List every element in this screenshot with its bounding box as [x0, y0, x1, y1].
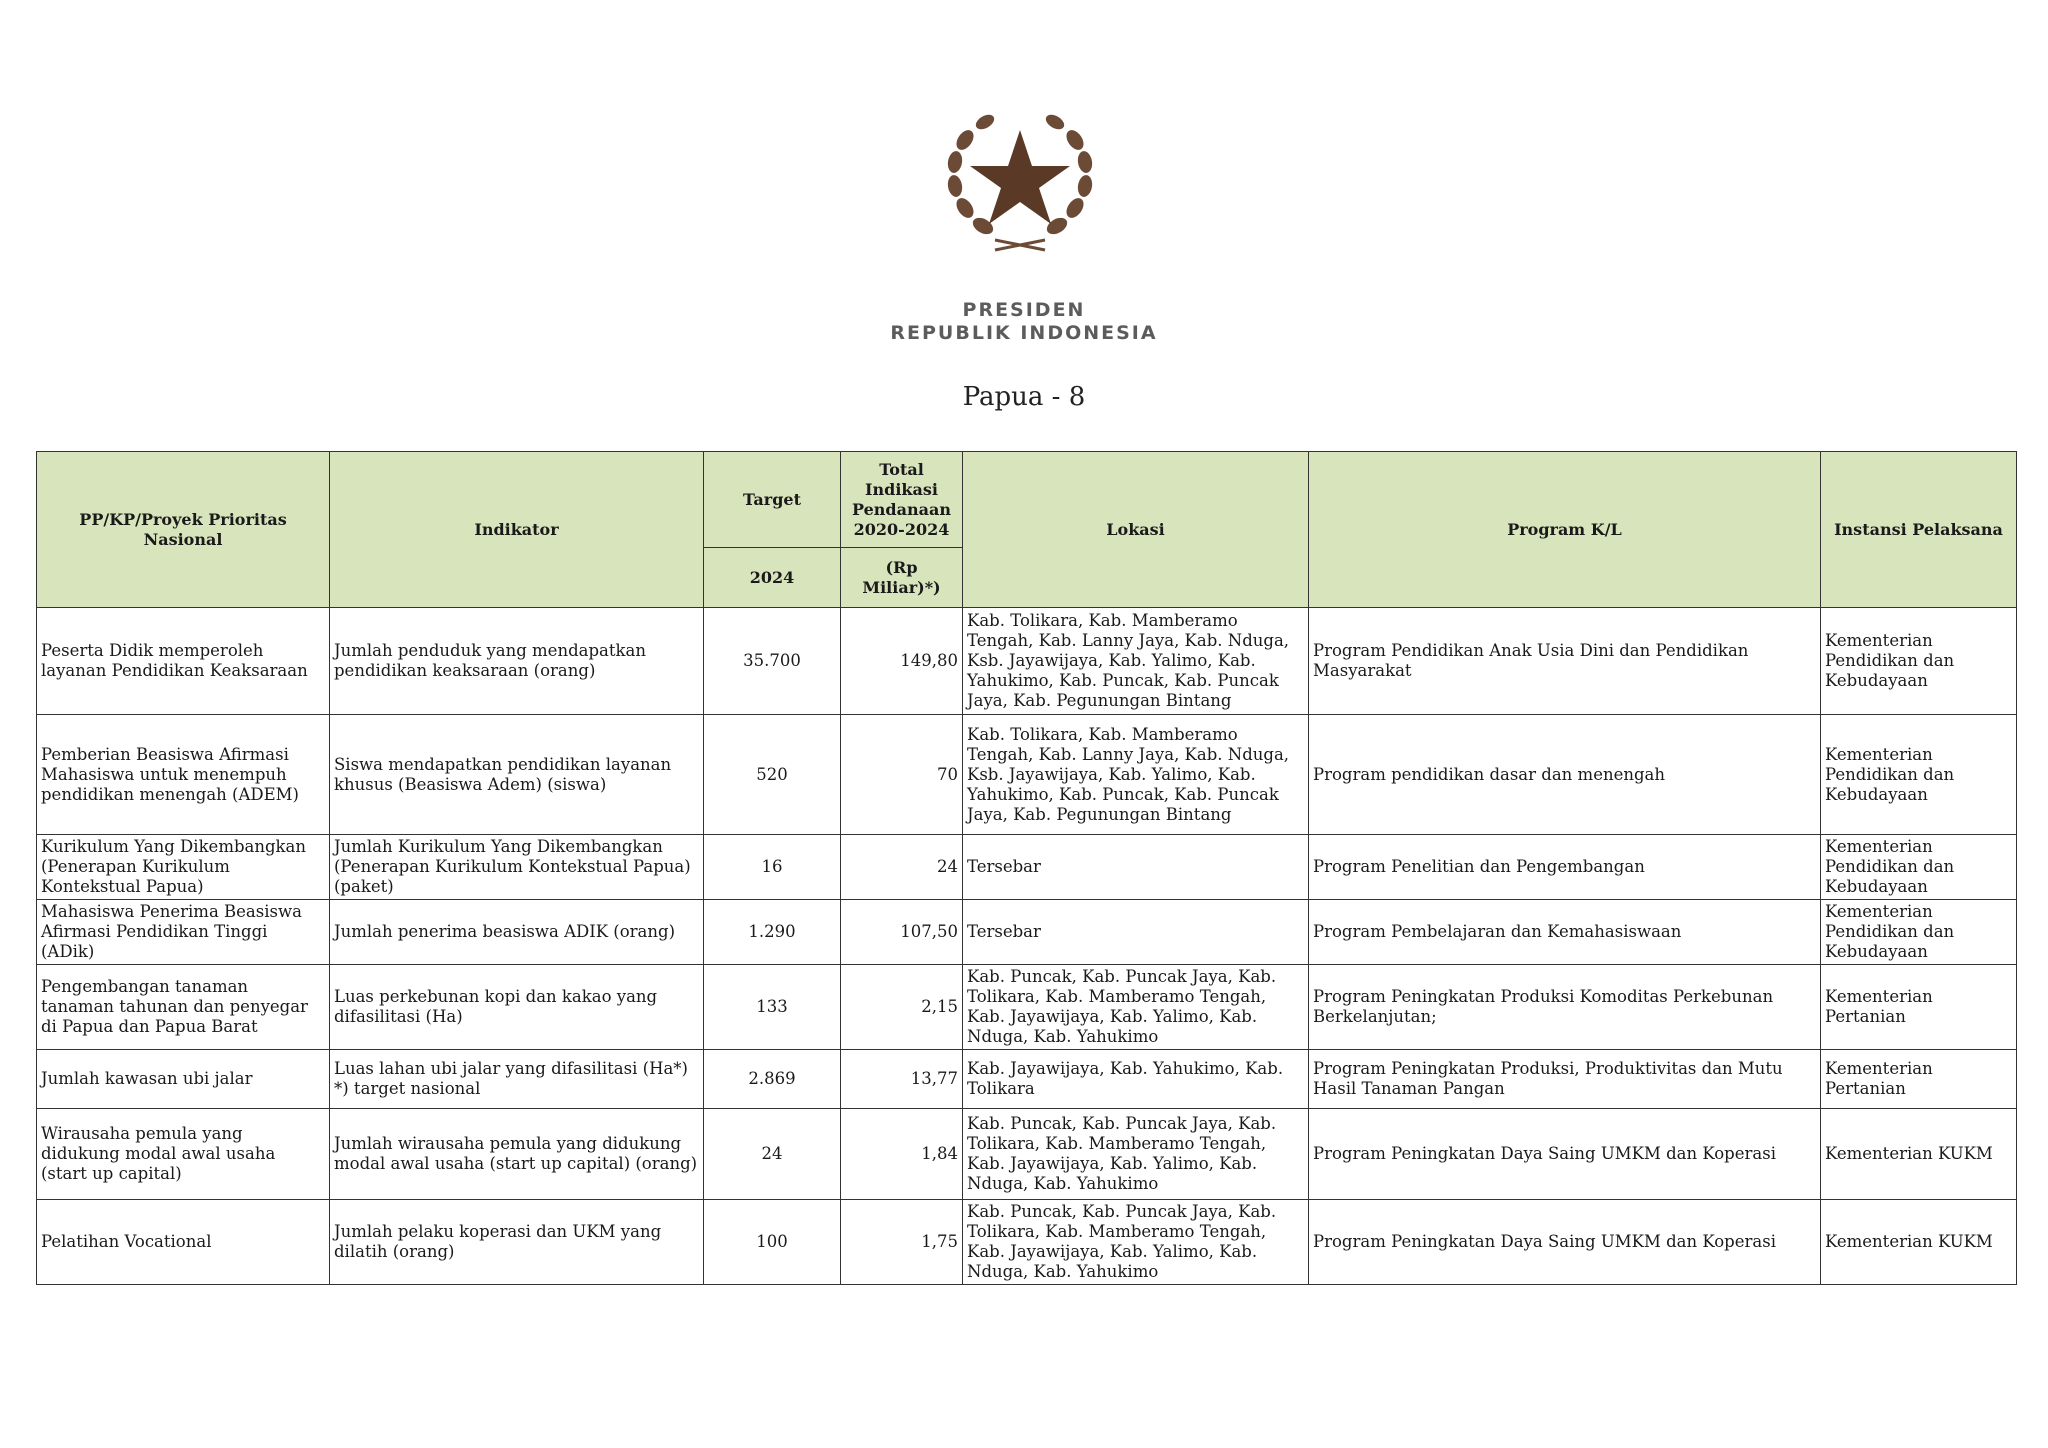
cell-project: Pemberian Beasiswa Afirmasi Mahasiswa untuk menempuh pendidikan menengah (ADEM)	[37, 715, 330, 835]
cell-indicator: Jumlah pelaku koperasi dan UKM yang dilatih (orang)	[330, 1200, 704, 1285]
cell-program: Program Peningkatan Produksi, Produktivitas dan Mutu Hasil Tanaman Pangan	[1309, 1050, 1821, 1109]
cell-location: Kab. Tolikara, Kab. Mamberamo Tengah, Kab. Lanny Jaya, Kab. Nduga, Ksb. Jayawijaya, Kab. Yalimo, Kab. Yahukimo, Kab. Puncak, Kab. Puncak Jaya, Kab. Pegunungan Bintang	[963, 608, 1309, 715]
table-row	[37, 835, 2017, 900]
cell-agency: Kementerian Pendidikan dan Kebudayaan	[1821, 608, 2017, 715]
cell-funding: 70	[841, 715, 963, 835]
cell-agency: Kementerian KUKM	[1821, 1109, 2017, 1200]
cell-program: Program Penelitian dan Pengembangan	[1309, 835, 1821, 900]
header-project: PP/KP/Proyek Prioritas Nasional	[37, 452, 330, 608]
cell-indicator: Jumlah penduduk yang mendapatkan pendidikan keaksaraan (orang)	[330, 608, 704, 715]
cell-location: Kab. Tolikara, Kab. Mamberamo Tengah, Kab. Lanny Jaya, Kab. Nduga, Ksb. Jayawijaya, Kab. Yalimo, Kab. Yahukimo, Kab. Puncak, Kab. Puncak Jaya, Kab. Pegunungan Bintang	[963, 715, 1309, 835]
cell-target: 16	[704, 835, 841, 900]
cell-funding: 2,15	[841, 965, 963, 1050]
cell-project: Kurikulum Yang Dikembangkan (Penerapan Kurikulum Kontekstual Papua)	[37, 835, 330, 900]
cell-project: Pengembangan tanaman tanaman tahunan dan penyegar di Papua dan Papua Barat	[37, 965, 330, 1050]
garuda-emblem-icon	[935, 100, 1105, 260]
cell-location: Kab. Puncak, Kab. Puncak Jaya, Kab. Tolikara, Kab. Mamberamo Tengah, Kab. Jayawijaya, Kab. Yalimo, Kab. Nduga, Kab. Yahukimo	[963, 1109, 1309, 1200]
header-indicator: Indikator	[330, 452, 704, 608]
cell-indicator: Siswa mendapatkan pendidikan layanan khusus (Beasiswa Adem) (siswa)	[330, 715, 704, 835]
cell-program: Program pendidikan dasar dan menengah	[1309, 715, 1821, 835]
header-target: Target	[704, 452, 841, 548]
cell-location: Tersebar	[963, 835, 1309, 900]
cell-agency: Kementerian Pendidikan dan Kebudayaan	[1821, 835, 2017, 900]
cell-funding: 13,77	[841, 1050, 963, 1109]
cell-funding: 1,75	[841, 1200, 963, 1285]
cell-funding: 1,84	[841, 1109, 963, 1200]
emblem-title-line2: REPUBLIK INDONESIA	[890, 322, 1158, 344]
cell-agency: Kementerian Pertanian	[1821, 1050, 2017, 1109]
cell-target: 1.290	[704, 900, 841, 965]
cell-project: Jumlah kawasan ubi jalar	[37, 1050, 330, 1109]
cell-project: Mahasiswa Penerima Beasiswa Afirmasi Pendidikan Tinggi (ADik)	[37, 900, 330, 965]
header-target-year: 2024	[704, 548, 841, 608]
header-funding: Total Indikasi Pendanaan 2020-2024	[841, 452, 963, 548]
cell-agency: Kementerian Pertanian	[1821, 965, 2017, 1050]
cell-location: Tersebar	[963, 900, 1309, 965]
table-row	[37, 715, 2017, 835]
table-row	[37, 965, 2017, 1050]
cell-target: 35.700	[704, 608, 841, 715]
emblem-title-line1: PRESIDEN	[962, 299, 1086, 321]
page-label: Papua - 8	[962, 382, 1086, 412]
cell-agency: Kementerian Pendidikan dan Kebudayaan	[1821, 715, 2017, 835]
cell-location: Kab. Puncak, Kab. Puncak Jaya, Kab. Tolikara, Kab. Mamberamo Tengah, Kab. Jayawijaya, Kab. Yalimo, Kab. Nduga, Kab. Yahukimo	[963, 1200, 1309, 1285]
header-funding-unit: (Rp Miliar)*)	[841, 548, 963, 608]
table-row	[37, 900, 2017, 965]
cell-funding: 24	[841, 835, 963, 900]
cell-program: Program Peningkatan Daya Saing UMKM dan Koperasi	[1309, 1200, 1821, 1285]
program-table	[36, 451, 2017, 1285]
cell-program: Program Peningkatan Produksi Komoditas Perkebunan Berkelanjutan;	[1309, 965, 1821, 1050]
cell-target: 520	[704, 715, 841, 835]
cell-location: Kab. Jayawijaya, Kab. Yahukimo, Kab. Tolikara	[963, 1050, 1309, 1109]
table-row	[37, 1050, 2017, 1109]
table-row	[37, 1109, 2017, 1200]
cell-location: Kab. Puncak, Kab. Puncak Jaya, Kab. Tolikara, Kab. Mamberamo Tengah, Kab. Jayawijaya, Kab. Yalimo, Kab. Nduga, Kab. Yahukimo	[963, 965, 1309, 1050]
cell-target: 133	[704, 965, 841, 1050]
table-row	[37, 608, 2017, 715]
header-location: Lokasi	[963, 452, 1309, 608]
cell-program: Program Pendidikan Anak Usia Dini dan Pendidikan Masyarakat	[1309, 608, 1821, 715]
header-agency: Instansi Pelaksana	[1821, 452, 2017, 608]
cell-project: Peserta Didik memperoleh layanan Pendidikan Keaksaraan	[37, 608, 330, 715]
cell-agency: Kementerian KUKM	[1821, 1200, 2017, 1285]
cell-target: 24	[704, 1109, 841, 1200]
cell-indicator: Jumlah penerima beasiswa ADIK (orang)	[330, 900, 704, 965]
cell-program: Program Peningkatan Daya Saing UMKM dan Koperasi	[1309, 1109, 1821, 1200]
header-program: Program K/L	[1309, 452, 1821, 608]
cell-project: Pelatihan Vocational	[37, 1200, 330, 1285]
cell-indicator: Jumlah Kurikulum Yang Dikembangkan (Penerapan Kurikulum Kontekstual Papua) (paket)	[330, 835, 704, 900]
cell-agency: Kementerian Pendidikan dan Kebudayaan	[1821, 900, 2017, 965]
cell-indicator: Jumlah wirausaha pemula yang didukung modal awal usaha (start up capital) (orang)	[330, 1109, 704, 1200]
cell-indicator: Luas lahan ubi jalar yang difasilitasi (Ha*) *) target nasional	[330, 1050, 704, 1109]
cell-funding: 107,50	[841, 900, 963, 965]
table-row	[37, 1200, 2017, 1285]
cell-project: Wirausaha pemula yang didukung modal awal usaha (start up capital)	[37, 1109, 330, 1200]
cell-program: Program Pembelajaran dan Kemahasiswaan	[1309, 900, 1821, 965]
cell-target: 2.869	[704, 1050, 841, 1109]
cell-indicator: Luas perkebunan kopi dan kakao yang difasilitasi (Ha)	[330, 965, 704, 1050]
cell-target: 100	[704, 1200, 841, 1285]
cell-funding: 149,80	[841, 608, 963, 715]
